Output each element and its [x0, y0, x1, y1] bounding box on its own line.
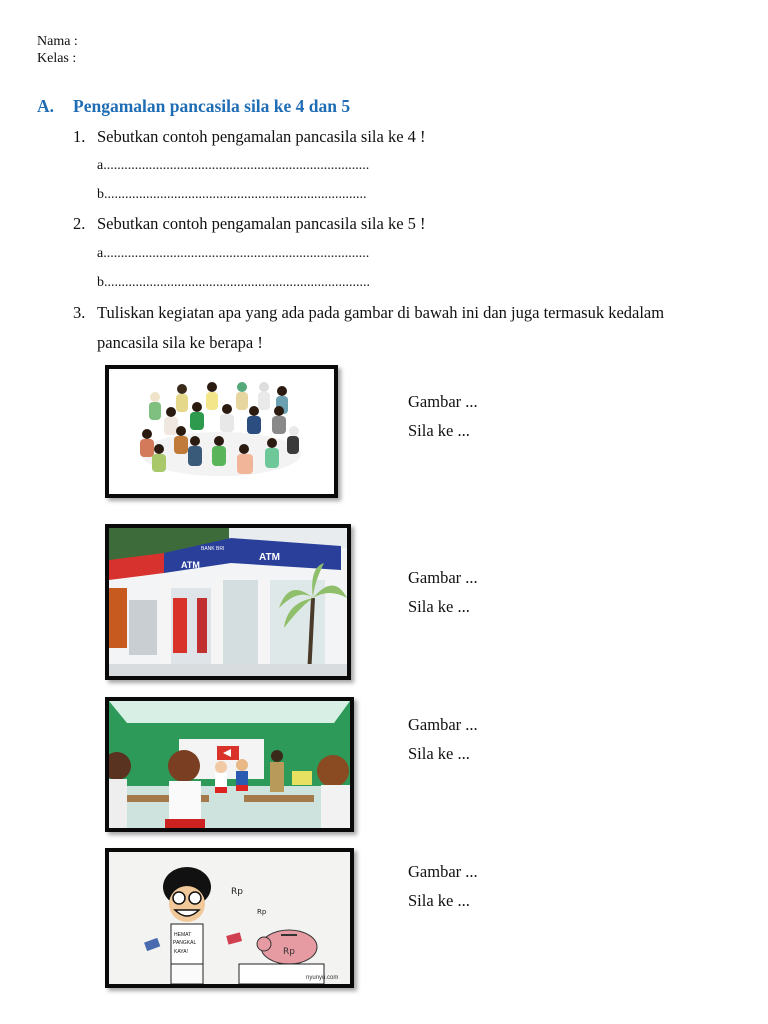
- section-title: Pengamalan pancasila sila ke 4 dan 5: [73, 96, 351, 116]
- money-text-2: Rp: [257, 908, 267, 916]
- question-text: Sebutkan contoh pengamalan pancasila sila ke 5 !: [97, 214, 426, 233]
- bank-sign: BANK BRI: [201, 546, 225, 552]
- svg-text:PANGKAL: PANGKAL: [173, 940, 197, 946]
- picture-1-sila-label: Sila ke ...: [408, 421, 470, 440]
- question-number: 3.: [73, 303, 86, 322]
- class-label: Kelas :: [37, 51, 77, 66]
- picture-2-sila-label: Sila ke ...: [408, 597, 470, 616]
- picture-1-gambar-label: Gambar ...: [408, 392, 478, 411]
- picture-3-sila-label: Sila ke ...: [408, 744, 470, 763]
- picture-atm: [105, 524, 351, 680]
- classroom-illustration: [109, 701, 350, 828]
- piggy-text: Rp: [283, 947, 295, 957]
- picture-4-sila-label: Sila ke ...: [408, 891, 470, 910]
- saving-money-illustration: [109, 852, 350, 984]
- question-1: [73, 127, 426, 147]
- answer-line-1a[interactable]: a............................................................................: [97, 158, 370, 173]
- question-3-continuation: pancasila sila ke berapa !: [97, 333, 263, 352]
- atm-sign-left: ATM: [181, 560, 200, 570]
- question-number: 2.: [73, 214, 86, 233]
- discussion-illustration: [109, 369, 334, 494]
- atm-illustration: [109, 528, 347, 676]
- picture-saving-money: [105, 848, 354, 988]
- picture-2-gambar-label: Gambar ...: [408, 568, 478, 587]
- watermark: nyunyu.com: [306, 975, 339, 981]
- section-letter: A.: [37, 96, 55, 116]
- picture-classroom: [105, 697, 354, 832]
- svg-text:KAYA!: KAYA!: [174, 949, 188, 955]
- picture-3-gambar-label: Gambar ...: [408, 715, 478, 734]
- money-text-1: Rp: [231, 887, 243, 897]
- question-text: Sebutkan contoh pengamalan pancasila sila ke 4 !: [97, 127, 426, 146]
- answer-line-1b[interactable]: b...........................................................................: [97, 187, 367, 202]
- answer-line-2b[interactable]: b............................................................................: [97, 275, 370, 290]
- question-2: [73, 214, 426, 234]
- name-label: Nama :: [37, 34, 78, 49]
- question-text: Tuliskan kegiatan apa yang ada pada gambar di bawah ini dan juga termasuk kedalam: [97, 303, 665, 322]
- atm-sign-right: ATM: [259, 552, 280, 563]
- picture-4-gambar-label: Gambar ...: [408, 862, 478, 881]
- question-number: 1.: [73, 127, 86, 146]
- svg-text:HEMAT: HEMAT: [174, 932, 192, 938]
- answer-line-2a[interactable]: a............................................................................: [97, 246, 370, 261]
- picture-discussion: [105, 365, 338, 498]
- question-3: [73, 303, 664, 323]
